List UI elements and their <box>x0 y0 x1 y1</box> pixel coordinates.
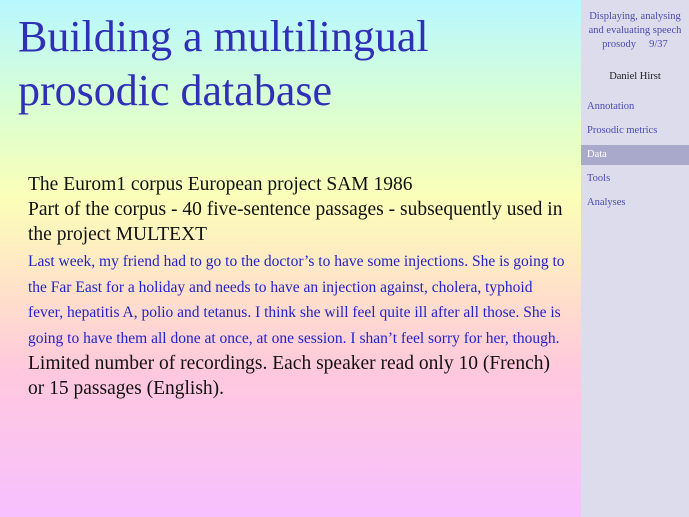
nav-item-analyses[interactable]: Analyses <box>587 197 626 208</box>
presentation-title: Displaying, analysing and evaluating speech prosody <box>588 11 682 50</box>
slide-title: Building a multilingual prosodic database <box>18 12 429 115</box>
body-line-3: Limited number of recordings. Each speaker read only 10 (French) or 15 passages (English). <box>28 353 550 399</box>
nav-item-data[interactable]: Data <box>581 145 689 165</box>
author-name: Daniel Hirst <box>609 71 661 82</box>
page-number: 9/37 <box>649 39 668 50</box>
nav-item-tools[interactable]: Tools <box>587 173 611 184</box>
nav-item-annotation[interactable]: Annotation <box>587 101 635 112</box>
body-line-1: The Eurom1 corpus European project SAM 1986 <box>28 174 413 195</box>
slide-body <box>28 172 568 401</box>
nav-item-prosodic-metrics[interactable]: Prosodic metrics <box>587 125 658 136</box>
presentation-meta <box>581 10 689 52</box>
section-nav <box>581 97 689 217</box>
example-passage: Last week, my friend had to go to the doctor’s to have some injections. She is going to the Far East for a holiday and needs to have an injection against, cholera, typhoid fever, hepatitis A, polio and tetanus. I think she will feel quite ill after all those. She is going to have them all done at once, at one session. I shan’t feel sorry for her, though. <box>28 253 565 347</box>
body-line-2: Part of the corpus - 40 five-sentence passages - subsequently used in the project MULTEXT <box>28 199 563 245</box>
